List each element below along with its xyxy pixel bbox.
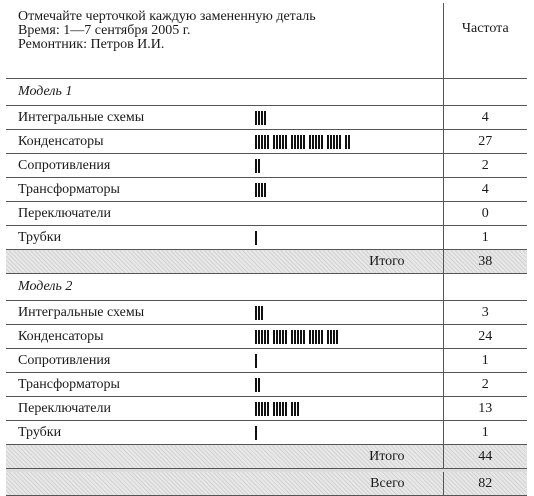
table-row <box>6 202 527 226</box>
tally-cell <box>218 301 443 325</box>
frequency-value: 13 <box>443 397 527 421</box>
tally-group-of-five <box>309 330 323 344</box>
component-name: Конденсаторы <box>6 130 218 154</box>
header-row <box>6 3 527 79</box>
tally-group-of-five <box>273 135 287 149</box>
tally-marks <box>255 354 261 368</box>
component-name: Конденсаторы <box>6 325 218 349</box>
tally-strokes <box>255 183 266 197</box>
model-frequency-empty <box>443 274 527 301</box>
subtotal-value: 38 <box>443 250 527 274</box>
tally-strokes <box>255 111 266 125</box>
frequency-value: 4 <box>443 178 527 202</box>
tally-cell <box>218 154 443 178</box>
frequency-value: 27 <box>443 130 527 154</box>
tally-group-of-five <box>255 135 269 149</box>
tally-strokes <box>255 159 260 173</box>
frequency-value: 2 <box>443 154 527 178</box>
frequency-value: 1 <box>443 349 527 373</box>
tally-cell <box>218 349 443 373</box>
tally-group-of-five <box>309 135 323 149</box>
tally-group-of-five <box>291 135 305 149</box>
frequency-value: 3 <box>443 301 527 325</box>
table-row <box>6 154 527 178</box>
tally-cell <box>218 226 443 250</box>
tally-strokes <box>255 426 257 440</box>
tally-strokes <box>255 378 260 392</box>
tally-group-of-five <box>255 402 269 416</box>
frequency-value: 24 <box>443 325 527 349</box>
component-name: Сопротивления <box>6 154 218 178</box>
model-header-row <box>6 79 527 106</box>
model-frequency-empty <box>443 79 527 106</box>
tally-marks <box>255 135 354 149</box>
sheet-instructions <box>6 3 443 79</box>
instruction-text: Отмечайте черточкой каждую замененную деталь <box>18 9 316 24</box>
tally-strokes <box>255 231 257 245</box>
frequency-value: 1 <box>443 226 527 250</box>
subtotal-value: 44 <box>443 445 527 469</box>
tally-cell <box>218 397 443 421</box>
component-name: Трансформаторы <box>6 178 218 202</box>
tally-marks <box>255 111 270 125</box>
subtotal-row <box>6 250 527 274</box>
tally-group-of-five <box>291 330 305 344</box>
component-name: Переключатели <box>6 202 218 226</box>
table-row <box>6 397 527 421</box>
grand-total-value: 82 <box>443 472 527 496</box>
grand-total-row <box>6 472 527 496</box>
model-label: Модель 1 <box>6 79 443 106</box>
tally-cell <box>218 325 443 349</box>
table-row <box>6 178 527 202</box>
frequency-value: 0 <box>443 202 527 226</box>
table-row <box>6 325 527 349</box>
table-row <box>6 421 527 445</box>
repairer-name: Ремонтник: Петров И.И. <box>18 37 165 52</box>
table-row <box>6 349 527 373</box>
tally-marks <box>255 183 270 197</box>
tally-strokes <box>327 330 338 344</box>
table-row <box>6 301 527 325</box>
tally-strokes <box>291 402 299 416</box>
tally-group-of-five <box>255 330 269 344</box>
tally-marks <box>255 159 264 173</box>
table-row <box>6 130 527 154</box>
model-header-row <box>6 274 527 301</box>
tally-table <box>6 3 527 496</box>
tally-marks <box>255 306 267 320</box>
tally-cell <box>218 373 443 397</box>
tally-cell <box>218 130 443 154</box>
grand-total-label: Всего <box>6 472 443 496</box>
time-period: Время: 1—7 сентября 2005 г. <box>18 23 191 38</box>
tally-marks <box>255 330 342 344</box>
tally-marks <box>255 402 303 416</box>
component-name: Интегральные схемы <box>6 301 218 325</box>
table-row <box>6 106 527 130</box>
tally-cell <box>218 106 443 130</box>
frequency-value: 2 <box>443 373 527 397</box>
subtotal-label: Итого <box>6 250 443 274</box>
subtotal-row <box>6 445 527 469</box>
model-label: Модель 2 <box>6 274 443 301</box>
tally-strokes <box>255 354 257 368</box>
frequency-value: 4 <box>443 106 527 130</box>
tally-strokes <box>345 135 350 149</box>
subtotal-label: Итого <box>6 445 443 469</box>
component-name: Сопротивления <box>6 349 218 373</box>
tally-cell <box>218 178 443 202</box>
tally-group-of-five <box>273 330 287 344</box>
component-name: Интегральные схемы <box>6 106 218 130</box>
tally-marks <box>255 231 261 245</box>
component-name: Трубки <box>6 226 218 250</box>
tally-group-of-five <box>327 135 341 149</box>
tally-marks <box>255 426 261 440</box>
frequency-column-header: Частота <box>443 3 527 79</box>
frequency-value: 1 <box>443 421 527 445</box>
tally-cell <box>218 202 443 226</box>
tally-strokes <box>255 306 263 320</box>
component-name: Переключатели <box>6 397 218 421</box>
table-row <box>6 226 527 250</box>
component-name: Трансформаторы <box>6 373 218 397</box>
tally-group-of-five <box>273 402 287 416</box>
tally-cell <box>218 421 443 445</box>
component-name: Трубки <box>6 421 218 445</box>
table-row <box>6 373 527 397</box>
tally-marks <box>255 378 264 392</box>
